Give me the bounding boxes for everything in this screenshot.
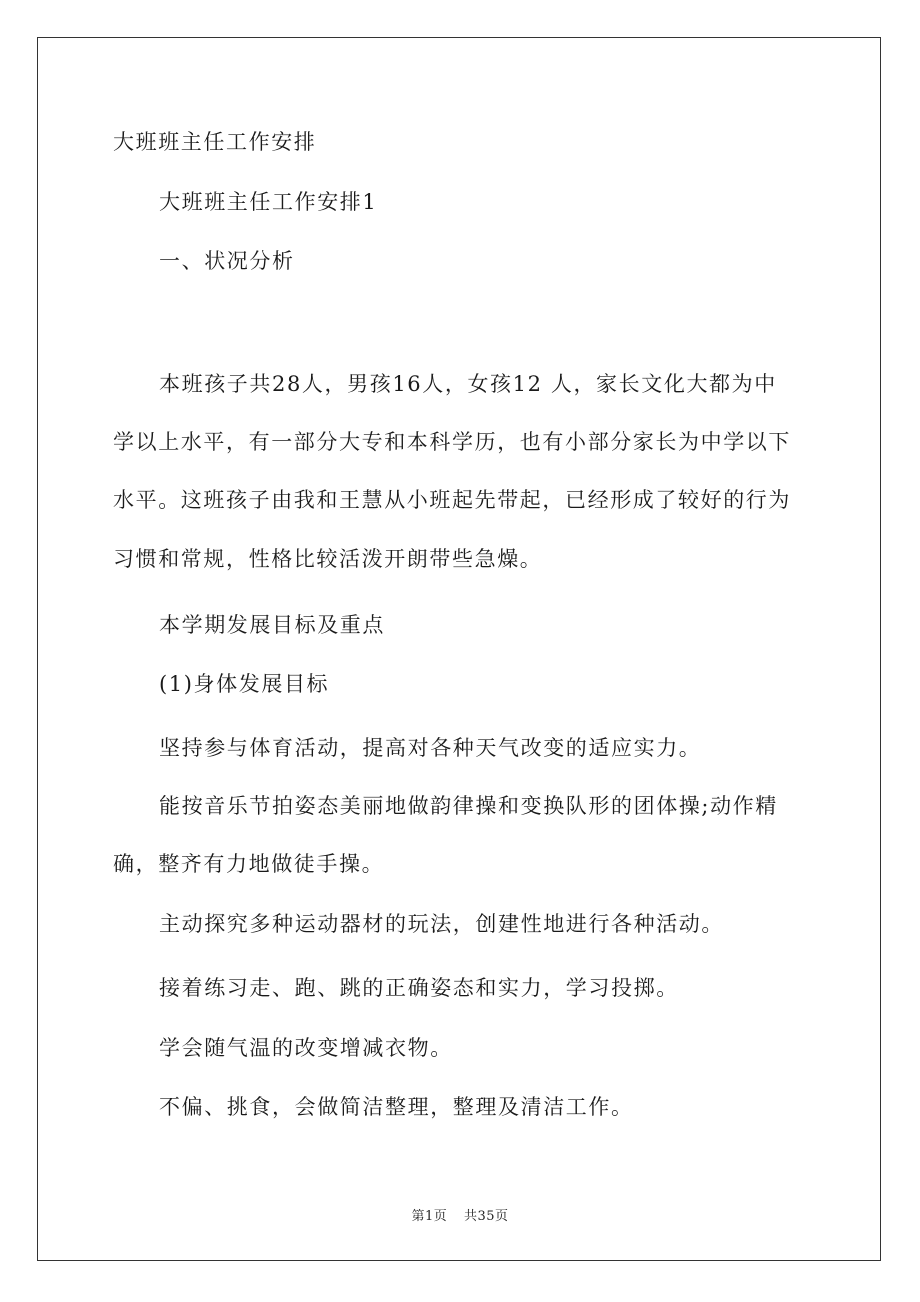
goal-item: 不偏、挑食，会做简洁整理，整理及清洁工作。 <box>159 1095 634 1119</box>
document-title: 大班班主任工作安排 <box>113 130 317 154</box>
goal-item: 能按音乐节拍姿态美丽地做韵律操和变换队形的团体操;动作精 <box>159 794 778 818</box>
goal-item: 坚持参与体育活动，提高对各种天气改变的适应实力。 <box>159 736 702 760</box>
page-border <box>37 37 881 1261</box>
page-total: 共35页 <box>463 1209 509 1224</box>
goals-heading: 本学期发展目标及重点 <box>159 613 385 637</box>
page-footer <box>0 1205 920 1224</box>
paragraph-line: 本班孩子共28人，男孩16人，女孩12 人，家长文化大都为中 <box>159 372 777 396</box>
section-heading: 一、状况分析 <box>159 249 295 273</box>
goal-item: 主动探究多种运动器材的玩法，创建性地进行各种活动。 <box>159 912 724 936</box>
page-current: 第1页 <box>411 1209 448 1224</box>
paragraph-line: 学以上水平，有一部分大专和本科学历，也有小部分家长为中学以下 <box>113 430 791 454</box>
goal-item: 接着练习走、跑、跳的正确姿态和实力，学习投掷。 <box>159 976 679 1000</box>
goal-item: 确，整齐有力地做徒手操。 <box>113 852 385 876</box>
goal-item: 学会随气温的改变增减衣物。 <box>159 1036 453 1060</box>
paragraph-line: 水平。这班孩子由我和王慧从小班起先带起，已经形成了较好的行为 <box>113 488 791 512</box>
physical-heading: (1)身体发展目标 <box>159 672 330 696</box>
paragraph-line: 习惯和常规，性格比较活泼开朗带些急燥。 <box>113 547 543 571</box>
document-subtitle: 大班班主任工作安排1 <box>159 190 378 214</box>
